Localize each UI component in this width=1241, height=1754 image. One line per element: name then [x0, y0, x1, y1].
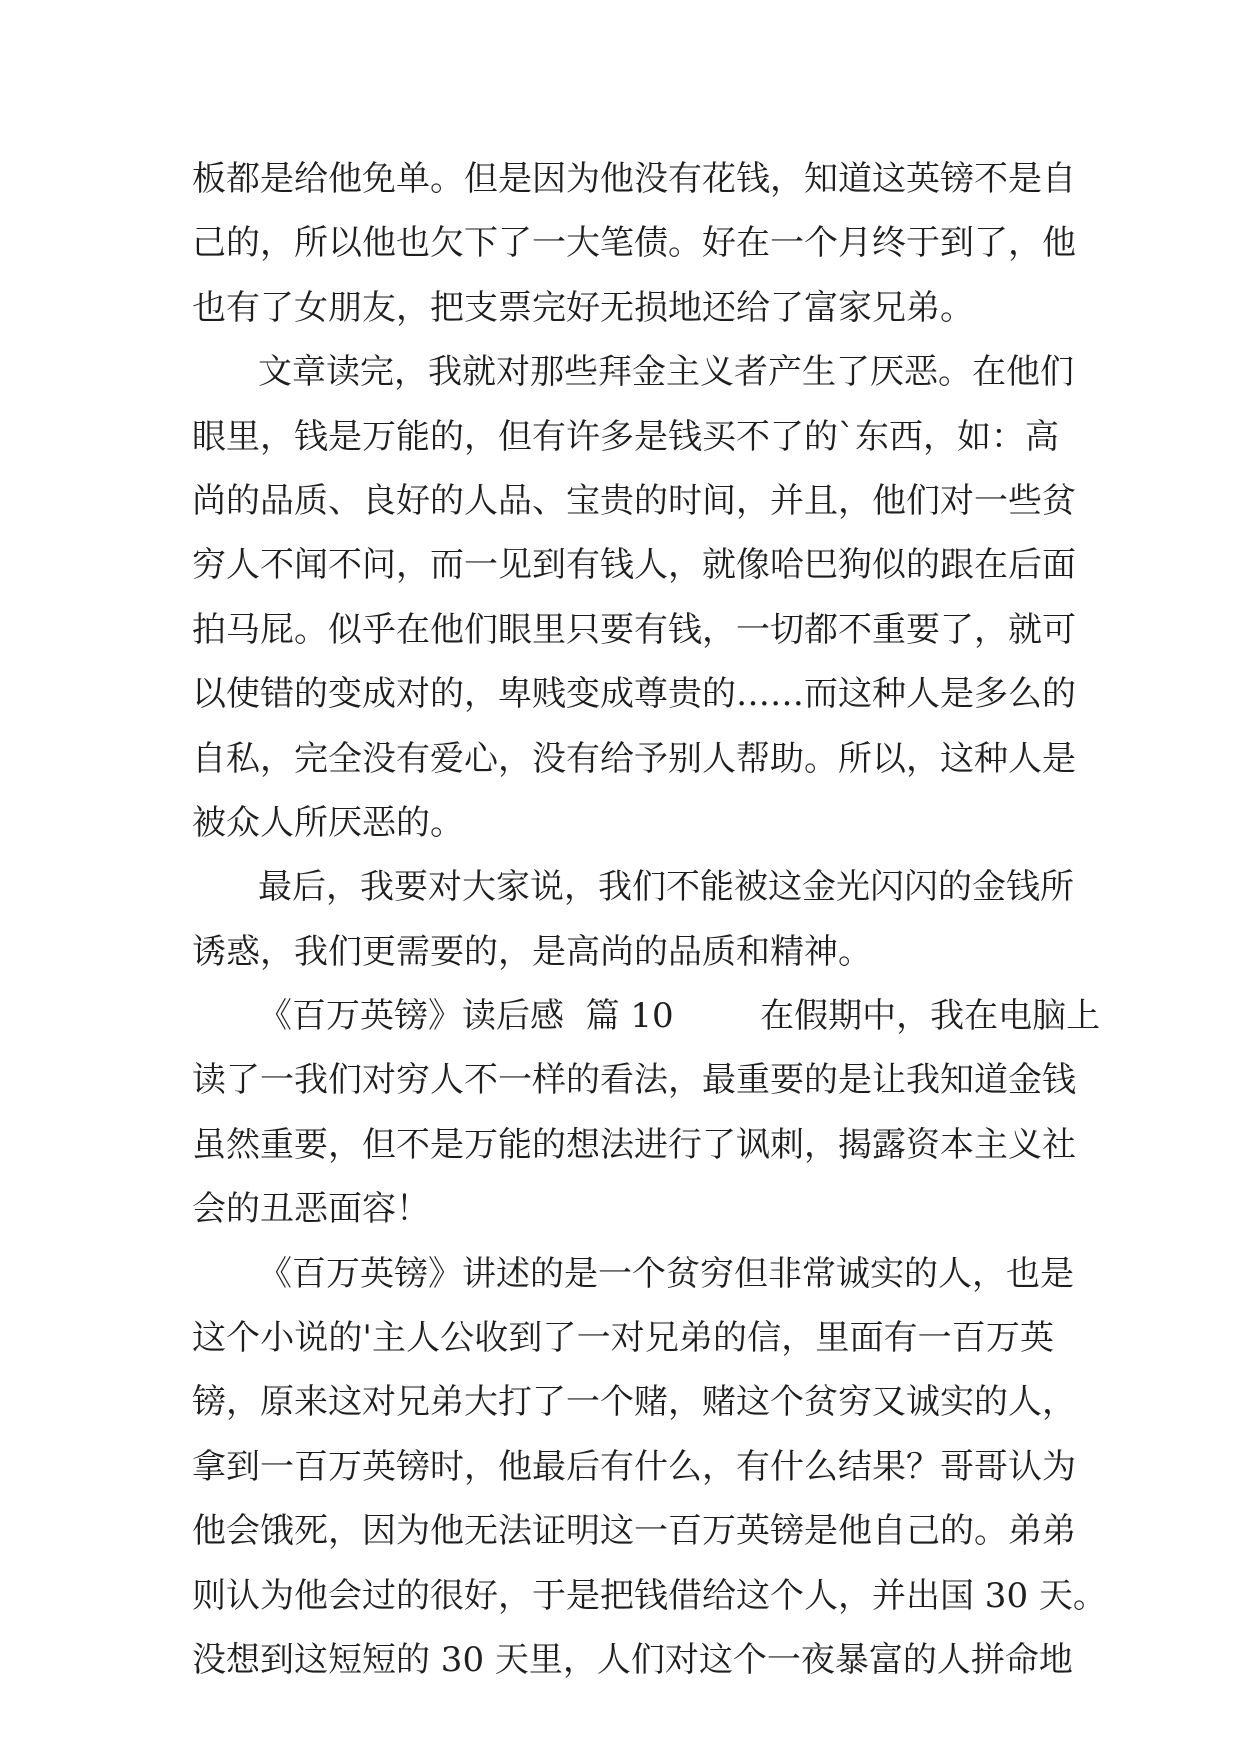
text-line: 己的，所以他也欠下了一大笔债。好在一个月终于到了，他 [192, 223, 1076, 264]
text-line: 穷人不闻不问，而一见到有钱人，就像哈巴狗似的跟在后面 [192, 545, 1076, 586]
text-line: 这个小说的'主人公收到了一对兄弟的信，里面有一百万英 [192, 1318, 1054, 1359]
text-line: 没想到这短短的 30 天里，人们对这个一夜暴富的人拼命地 [192, 1639, 1073, 1680]
text-line: 自私，完全没有爱心，没有给予别人帮助。所以，这种人是 [192, 738, 1076, 779]
paragraph-first-line: 最后，我要对大家说，我们不能被这金光闪闪的金钱所 [258, 867, 1074, 908]
paragraph-first-line: 文章读完，我就对那些拜金主义者产生了厌恶。在他们 [258, 352, 1074, 393]
text-line: 镑，原来这对兄弟大打了一个赌，赌这个贫穷又诚实的人， [192, 1382, 1076, 1423]
text-line: 虽然重要，但不是万能的想法进行了讽刺，揭露资本主义社 [192, 1124, 1076, 1165]
paragraph-first-line: 《百万英镑》讲述的是一个贫穷但非常诚实的人，也是 [258, 1253, 1074, 1294]
text-line: 也有了女朋友，把支票完好无损地还给了富家兄弟。 [192, 287, 974, 328]
text-line: 拿到一百万英镑时，他最后有什么，有什么结果？哥哥认为 [192, 1446, 1076, 1487]
text-line: 拍马屁。似乎在他们眼里只要有钱，一切都不重要了，就可 [192, 609, 1076, 650]
text-line: 诱惑，我们更需要的，是高尚的品质和精神。 [192, 931, 872, 972]
text-line: 以使错的变成对的，卑贱变成尊贵的……而这种人是多么的 [192, 674, 1076, 715]
document-body [192, 147, 1107, 1692]
text-line: 读了一我们对穷人不一样的看法，最重要的是让我知道金钱 [192, 1060, 1076, 1101]
text-line: 尚的品质、良好的人品、宝贵的时间，并且，他们对一些贫 [192, 480, 1076, 521]
text-line: 眼里，钱是万能的，但有许多是钱买不了的`东西，如：高 [192, 416, 1059, 457]
text-line: 会的丑恶面容！ [192, 1189, 430, 1230]
section-heading-line: 《百万英镑》读后感 篇 10 在假期中，我在电脑上 [258, 996, 1101, 1037]
text-line: 他会饿死，因为他无法证明这一百万英镑是他自己的。弟弟 [192, 1511, 1076, 1552]
text-line: 被众人所厌恶的。 [192, 802, 464, 843]
text-line: 板都是给他免单。但是因为他没有花钱，知道这英镑不是自 [192, 159, 1076, 199]
text-line: 则认为他会过的很好，于是把钱借给这个人，并出国 30 天。 [192, 1575, 1107, 1616]
